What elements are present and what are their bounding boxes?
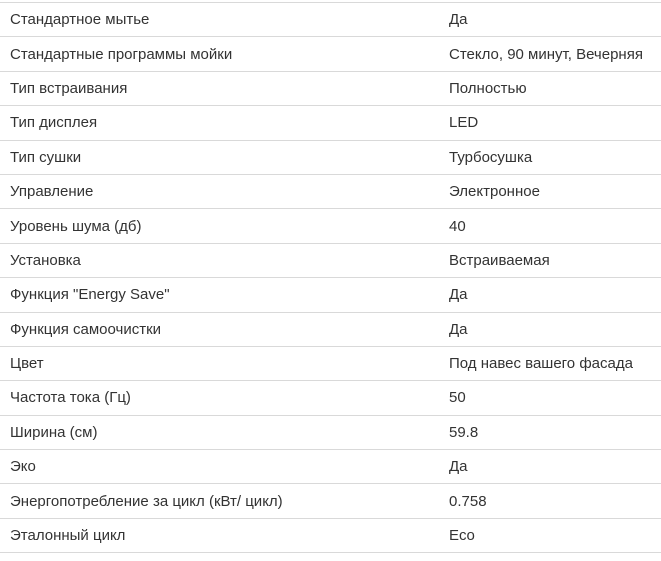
spec-row [0,175,661,209]
spec-label: Стандартное мытье [10,11,150,29]
spec-value: LED [449,114,479,132]
spec-row [0,450,661,484]
spec-row [0,313,661,347]
spec-row [0,106,661,140]
spec-row [0,381,661,415]
spec-label: Тип сушки [10,148,82,166]
spec-label: Ширина (см) [10,423,98,441]
specifications-table [0,2,661,553]
spec-label: Энергопотребление за цикл (кВт/ цикл) [10,492,283,510]
spec-row [0,347,661,381]
spec-row [0,141,661,175]
spec-value: Да [449,458,468,476]
spec-label: Эталонный цикл [10,527,126,545]
spec-row [0,278,661,312]
spec-label: Функция самоочистки [10,320,162,338]
spec-value: Под навес вашего фасада [449,355,633,373]
spec-label: Установка [10,251,81,269]
spec-row [0,244,661,278]
spec-value: Да [449,320,468,338]
spec-value: Полностью [449,79,527,97]
spec-value: Да [449,286,468,304]
spec-value: Электронное [449,183,540,201]
spec-value: 40 [449,217,466,235]
spec-label: Уровень шума (дб) [10,217,142,235]
spec-value: 59.8 [449,423,479,441]
spec-label: Стандартные программы мойки [10,45,233,63]
spec-row [0,3,661,37]
spec-value: Турбосушка [449,148,533,166]
spec-label: Тип дисплея [10,114,98,132]
spec-label: Функция "Energy Save" [10,286,170,304]
spec-row [0,72,661,106]
spec-value: Eco [449,527,475,545]
spec-row [0,416,661,450]
spec-value: Да [449,11,468,29]
spec-row [0,519,661,553]
spec-row [0,209,661,243]
spec-row [0,37,661,71]
spec-value: 50 [449,389,466,407]
spec-label: Тип встраивания [10,79,128,97]
spec-label: Цвет [10,355,44,373]
spec-value: 0.758 [449,492,487,510]
spec-row [0,484,661,518]
spec-label: Управление [10,183,94,201]
spec-value: Стекло, 90 минут, Вечерняя [449,45,643,63]
spec-value: Встраиваемая [449,251,550,269]
spec-label: Частота тока (Гц) [10,389,131,407]
spec-label: Эко [10,458,36,476]
